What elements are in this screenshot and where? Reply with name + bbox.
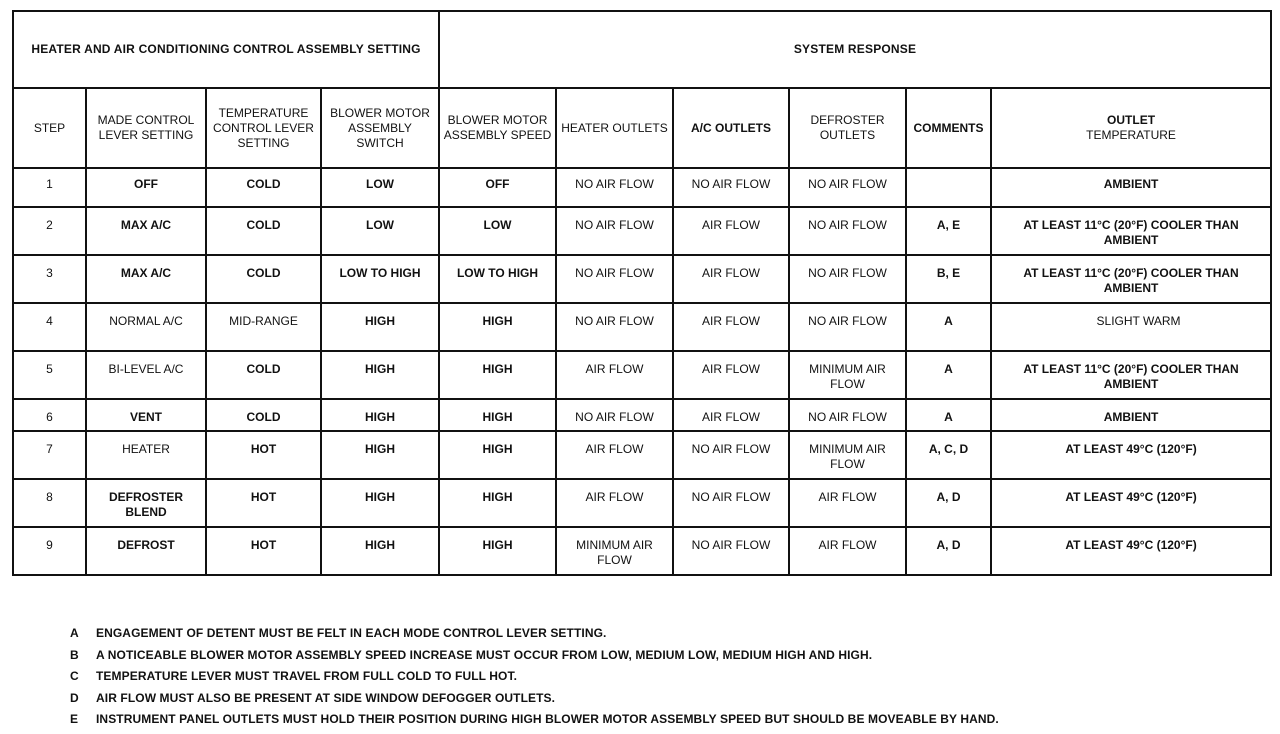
step-cell: 8 [13,479,86,527]
table-row [13,303,1271,351]
mode-cell: BI-LEVEL A/C [86,351,206,399]
table-row [13,207,1271,255]
mode-cell: DEFROST [86,527,206,575]
mode-cell: MAX A/C [86,255,206,303]
heater-outlets-cell: AIR FLOW [556,431,673,479]
footnote-text: ENGAGEMENT OF DETENT MUST BE FELT IN EACH MODE CONTROL LEVER SETTING. [96,626,607,640]
table-row [13,399,1271,431]
footnote-text: TEMPERATURE LEVER MUST TRAVEL FROM FULL COLD TO FULL HOT. [96,669,518,683]
blower-speed-cell: HIGH [439,431,556,479]
step-cell: 4 [13,303,86,351]
footnote [70,669,1250,691]
comments-cell: B, E [906,255,991,303]
footnote-text: AIR FLOW MUST ALSO BE PRESENT AT SIDE WINDOW DEFOGGER OUTLETS. [96,690,556,705]
system-response-table-container [12,10,1270,596]
outlet-temperature-cell: AT LEAST 49°C (120°F) [991,479,1271,527]
table-row [13,255,1271,303]
blower-switch-cell: HIGH [321,479,439,527]
ac-outlets-cell: AIR FLOW [673,399,789,431]
mode-cell: VENT [86,399,206,431]
blower-switch-cell: HIGH [321,431,439,479]
comments-cell [906,168,991,207]
outlet-temperature-cell: AT LEAST 11°C (20°F) COOLER THAN AMBIENT [991,351,1271,399]
footnote-key: A [70,626,79,640]
step-cell: 7 [13,431,86,479]
heater-outlets-column-header: HEATER OUTLETS [556,88,673,168]
blower-speed-column-header: BLOWER MOTOR ASSEMBLY SPEED [439,88,556,168]
blower-speed-cell: HIGH [439,527,556,575]
ac-outlets-cell: NO AIR FLOW [673,168,789,207]
table-row [13,351,1271,399]
temperature-header-label: TEMPERATURE [1086,128,1176,142]
comments-cell: A, D [906,479,991,527]
blower-switch-cell: LOW [321,207,439,255]
outlet-temperature-cell: AT LEAST 49°C (120°F) [991,527,1271,575]
blower-switch-column-header: BLOWER MOTOR ASSEMBLY SWITCH [321,88,439,168]
mode-cell: DEFROSTER BLEND [86,479,206,527]
ac-outlets-cell: AIR FLOW [673,207,789,255]
outlet-header-label: OUTLET [1107,113,1156,127]
blower-speed-cell: HIGH [439,351,556,399]
table-row [13,527,1271,575]
system-response-table [12,10,1272,576]
blower-switch-cell: HIGH [321,399,439,431]
table-row [13,431,1271,479]
temperature-lever-cell: COLD [206,351,321,399]
control-assembly-group-header: HEATER AND AIR CONDITIONING CONTROL ASSEMBLY SETTING [13,11,439,88]
defroster-outlets-cell: MINIMUM AIR FLOW [789,351,906,399]
temperature-lever-cell: COLD [206,207,321,255]
defroster-outlets-cell: NO AIR FLOW [789,168,906,207]
blower-switch-cell: HIGH [321,527,439,575]
defroster-outlets-cell: MINIMUM AIR FLOW [789,431,906,479]
heater-outlets-cell: NO AIR FLOW [556,168,673,207]
step-cell: 1 [13,168,86,207]
footnote-text: A NOTICEABLE BLOWER MOTOR ASSEMBLY SPEED INCREASE MUST OCCUR FROM LOW, MEDIUM LOW, MEDIUM HIGH AND HIGH. [96,647,873,662]
temperature-lever-cell: COLD [206,255,321,303]
heater-outlets-cell: NO AIR FLOW [556,303,673,351]
temperature-lever-cell: HOT [206,527,321,575]
blower-speed-cell: LOW [439,207,556,255]
table-row [13,168,1271,207]
temperature-lever-cell: COLD [206,168,321,207]
heater-outlets-cell: AIR FLOW [556,479,673,527]
footnote-text: INSTRUMENT PANEL OUTLETS MUST HOLD THEIR POSITION DURING HIGH BLOWER MOTOR ASSEMBLY SPEED BUT SHOULD BE MOVEABLE BY HAND. [96,712,999,726]
footnote [70,691,1250,713]
comments-column-header: COMMENTS [906,88,991,168]
outlet-temperature-cell: SLIGHT WARM [991,303,1271,351]
heater-outlets-cell: NO AIR FLOW [556,207,673,255]
footnote-key: C [70,669,79,683]
step-cell: 3 [13,255,86,303]
mode-cell: NORMAL A/C [86,303,206,351]
temperature-lever-cell: COLD [206,399,321,431]
defroster-outlets-cell: AIR FLOW [789,479,906,527]
comments-cell: A [906,399,991,431]
blower-speed-cell: HIGH [439,303,556,351]
footnotes [70,626,1250,734]
blower-speed-cell: HIGH [439,479,556,527]
comments-cell: A, D [906,527,991,575]
footnote-key: E [70,712,79,726]
step-cell: 5 [13,351,86,399]
temperature-lever-column-header: TEMPERATURE CONTROL LEVER SETTING [206,88,321,168]
mode-cell: MAX A/C [86,207,206,255]
heater-outlets-cell: AIR FLOW [556,351,673,399]
blower-switch-cell: LOW TO HIGH [321,255,439,303]
ac-outlets-cell: NO AIR FLOW [673,431,789,479]
blower-switch-cell: LOW [321,168,439,207]
mode-cell: HEATER [86,431,206,479]
heater-outlets-cell: NO AIR FLOW [556,399,673,431]
outlet-temperature-cell: AMBIENT [991,168,1271,207]
temperature-lever-cell: HOT [206,431,321,479]
ac-outlets-cell: NO AIR FLOW [673,527,789,575]
defroster-outlets-cell: NO AIR FLOW [789,303,906,351]
blower-speed-cell: LOW TO HIGH [439,255,556,303]
outlet-temperature-cell: AMBIENT [991,399,1271,431]
comments-cell: A, E [906,207,991,255]
defroster-outlets-cell: NO AIR FLOW [789,207,906,255]
blower-speed-cell: OFF [439,168,556,207]
comments-cell: A [906,303,991,351]
defroster-outlets-column-header: DEFROSTER OUTLETS [789,88,906,168]
comments-cell: A [906,351,991,399]
ac-outlets-cell: NO AIR FLOW [673,479,789,527]
footnote-key: B [70,647,79,662]
ac-outlets-cell: AIR FLOW [673,351,789,399]
blower-switch-cell: HIGH [321,303,439,351]
blower-switch-cell: HIGH [321,351,439,399]
ac-outlets-cell: AIR FLOW [673,303,789,351]
table-row [13,479,1271,527]
outlet-temperature-cell: AT LEAST 11°C (20°F) COOLER THAN AMBIENT [991,255,1271,303]
outlet-temperature-column-header [991,88,1271,168]
system-response-group-header: SYSTEM RESPONSE [439,11,1271,88]
defroster-outlets-cell: NO AIR FLOW [789,399,906,431]
temperature-lever-cell: MID-RANGE [206,303,321,351]
heater-outlets-cell: MINIMUM AIR FLOW [556,527,673,575]
footnote [70,626,1250,648]
mode-cell: OFF [86,168,206,207]
outlet-temperature-cell: AT LEAST 49°C (120°F) [991,431,1271,479]
comments-cell: A, C, D [906,431,991,479]
mode-column-header: MADE CONTROL LEVER SETTING [86,88,206,168]
ac-outlets-column-header: A/C OUTLETS [673,88,789,168]
temperature-lever-cell: HOT [206,479,321,527]
footnote [70,648,1250,670]
heater-outlets-cell: NO AIR FLOW [556,255,673,303]
ac-outlets-cell: AIR FLOW [673,255,789,303]
outlet-temperature-cell: AT LEAST 11°C (20°F) COOLER THAN AMBIENT [991,207,1271,255]
step-cell: 9 [13,527,86,575]
blower-speed-cell: HIGH [439,399,556,431]
footnote-key: D [70,690,79,705]
step-cell: 6 [13,399,86,431]
footnote [70,712,1250,734]
defroster-outlets-cell: NO AIR FLOW [789,255,906,303]
defroster-outlets-cell: AIR FLOW [789,527,906,575]
step-column-header: STEP [13,88,86,168]
step-cell: 2 [13,207,86,255]
